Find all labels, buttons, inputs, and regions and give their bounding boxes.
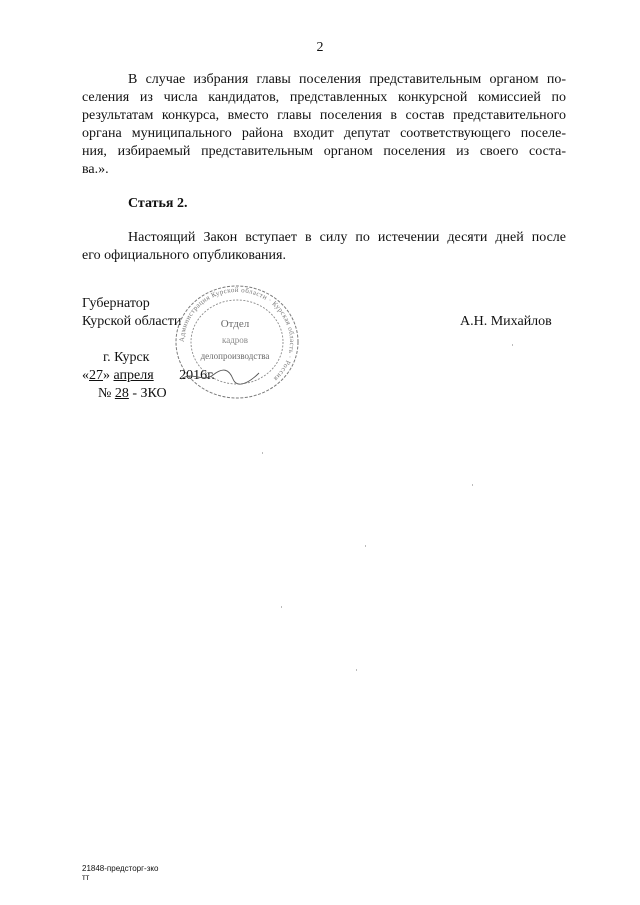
footer-line2: тт — [82, 873, 90, 882]
scan-speck — [356, 669, 357, 671]
signatory-name: А.Н. Михайлов — [460, 314, 552, 329]
signature-position-line2: Курской области — [82, 314, 182, 329]
footer-code — [82, 864, 158, 882]
date-open-quote: « — [82, 368, 89, 383]
paragraph-2 — [82, 229, 566, 265]
stamp-text-line2: кадров — [221, 335, 249, 345]
text-line: ния, избираемый представительным органом поселения из своего соста- — [82, 144, 566, 159]
signature-city: г. Курск — [103, 350, 150, 365]
text-line: органа муниципального района входит депутат соответствующего поселе- — [82, 126, 566, 141]
signature-position-line1: Губернатор — [82, 296, 150, 311]
number-suffix: - ЗКО — [132, 386, 167, 401]
stamp-text-line1: Отдел — [220, 318, 250, 330]
law-number — [98, 386, 167, 402]
paragraph-1 — [82, 71, 566, 179]
scan-speck — [262, 452, 263, 454]
stamp-text-line3: делопроизводства — [200, 351, 270, 361]
date-day: 27 — [89, 368, 103, 383]
date-year: 2016г. — [179, 368, 215, 383]
text-line: ва.». — [82, 162, 109, 177]
footer-line1: 21848-предсторг-зко — [82, 864, 159, 873]
article-heading: Статья 2. — [128, 196, 188, 211]
scan-speck — [512, 344, 513, 346]
scan-speck — [365, 545, 366, 547]
signature-scribble — [181, 370, 259, 384]
page-number: 2 — [316, 40, 324, 55]
text-line: результатам конкурса, вместо главы поселения в состав представительного — [82, 108, 566, 123]
number-prefix: № — [98, 386, 112, 401]
official-seal-stamp — [173, 283, 301, 401]
stamp-ring-text: Администрация Курской области · Курская область · Россия — [177, 285, 297, 383]
date-month: апреля — [113, 368, 154, 383]
text-line: Настоящий Закон вступает в силу по истечении десяти дней после — [128, 230, 566, 245]
text-line: его официального опубликования. — [82, 248, 286, 263]
scan-speck — [472, 484, 473, 486]
text-line: В случае избрания главы поселения представительным органом по- — [128, 72, 566, 87]
text-line: селения из числа кандидатов, представленных конкурсной комиссией по — [82, 90, 566, 105]
date-close-quote: » — [103, 368, 110, 383]
number-value: 28 — [114, 386, 129, 401]
scan-speck — [281, 606, 282, 608]
